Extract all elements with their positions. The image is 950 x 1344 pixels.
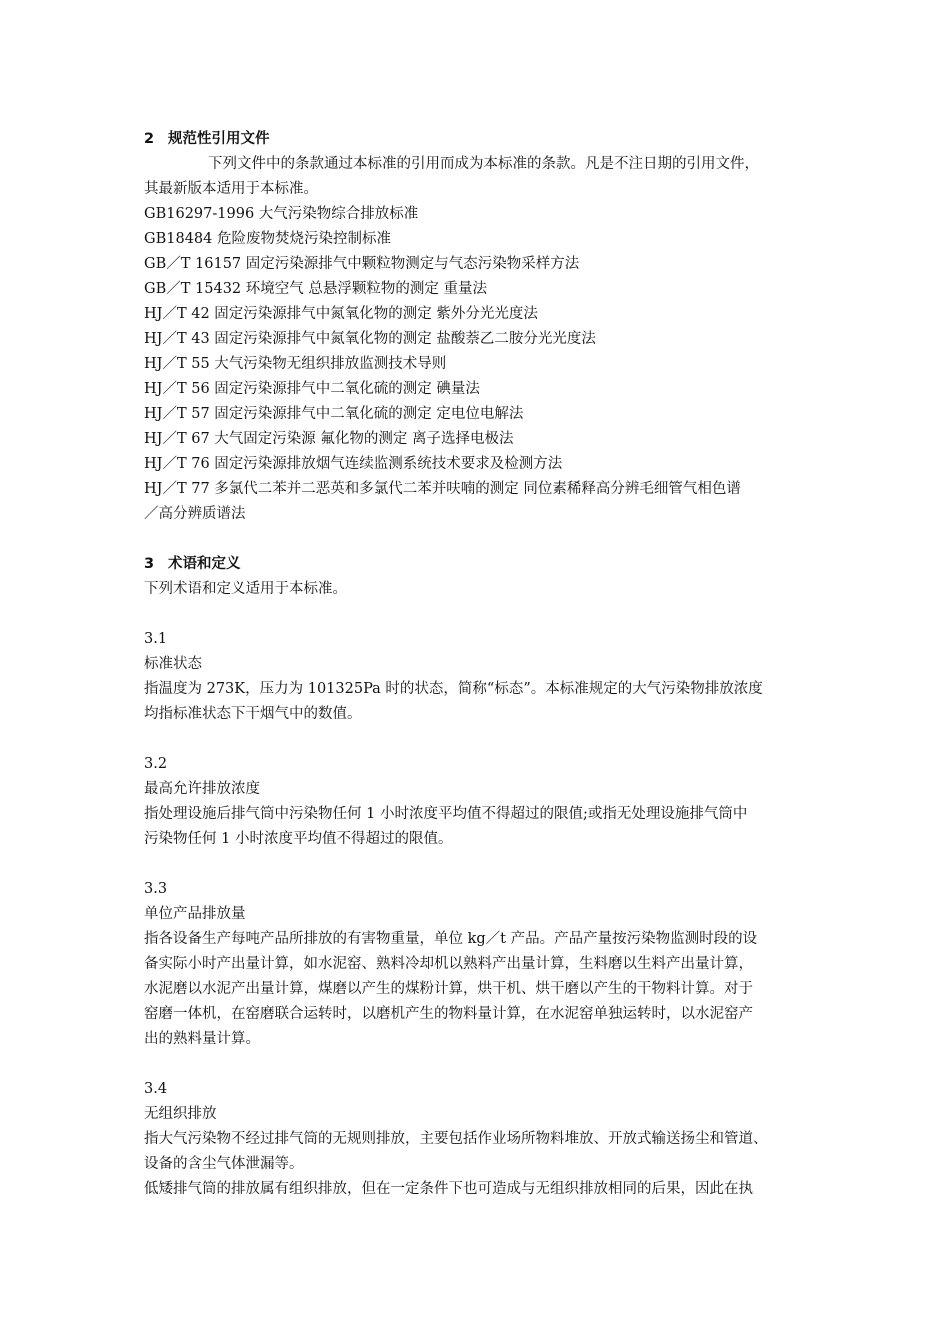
term-number: 3.1	[144, 631, 168, 647]
term-definition-line: 指处理设施后排气筒中污染物任何 1 小时浓度平均值不得超过的限值;或指无处理设施排气筒中	[144, 806, 748, 822]
term-number: 3.4	[144, 1081, 168, 1097]
reference-item: GB18484 危险废物焚烧污染控制标准	[144, 231, 391, 247]
reference-item: HJ／T 76 固定污染源排放烟气连续监测系统技术要求及检测方法	[144, 456, 563, 472]
reference-item: HJ／T 55 大气污染物无组织排放监测技术导则	[144, 356, 447, 372]
term-title: 无组织排放	[144, 1106, 217, 1122]
section-2-intro-line-1: 下列文件中的条款通过本标准的引用而成为本标准的条款。凡是不注日期的引用文件，	[208, 156, 759, 172]
term-number: 3.3	[144, 881, 168, 897]
spacer	[144, 1052, 812, 1077]
document-content	[144, 127, 812, 1202]
reference-item-continuation: ／高分辨质谱法	[144, 506, 246, 522]
section-3-intro: 下列术语和定义适用于本标准。	[144, 581, 347, 597]
section-3-title: 术语和定义	[168, 556, 241, 572]
term-definition-line: 低矮排气筒的排放属有组织排放，但在一定条件下也可造成与无组织排放相同的后果，因此在执	[144, 1181, 753, 1197]
term-number: 3.2	[144, 756, 168, 772]
term-definition-line: 均指标准状态下干烟气中的数值。	[144, 706, 362, 722]
reference-item: HJ／T 67 大气固定污染源 氟化物的测定 离子选择电极法	[144, 431, 514, 447]
section-2-intro-line-2: 其最新版本适用于本标准。	[144, 181, 318, 197]
term-definition-line: 窑磨一体机，在窑磨联合运转时，以磨机产生的物料量计算，在水泥窑单独运转时，以水泥窑产	[144, 1006, 753, 1022]
term-definition-line: 水泥磨以水泥产出量计算，煤磨以产生的煤粉计算，烘干机、烘干磨以产生的干物料计算。对于	[144, 981, 753, 997]
reference-item: HJ／T 42 固定污染源排气中氮氧化物的测定 紫外分光光度法	[144, 306, 538, 322]
spacer	[144, 602, 812, 627]
reference-item: GB16297-1996 大气污染物综合排放标准	[144, 206, 419, 222]
term-definition-line: 备实际小时产出量计算，如水泥窑、熟料冷却机以熟料产出量计算，生料磨以生料产出量计算，	[144, 956, 753, 972]
reference-item: HJ／T 56 固定污染源排气中二氧化硫的测定 碘量法	[144, 381, 480, 397]
section-2-number: 2	[144, 131, 155, 147]
reference-item: HJ／T 57 固定污染源排气中二氧化硫的测定 定电位电解法	[144, 406, 524, 422]
term-title: 单位产品排放量	[144, 906, 246, 922]
section-2-heading	[144, 127, 812, 152]
term-definition-line: 指各设备生产每吨产品所排放的有害物重量，单位 kg／t 产品。产品产量按污染物监测时段的设	[144, 931, 758, 947]
section-3-number: 3	[144, 556, 155, 572]
term-definition-line: 污染物任何 1 小时浓度平均值不得超过的限值。	[144, 831, 453, 847]
term-title: 最高允许排放浓度	[144, 781, 260, 797]
term-definition-line: 设备的含尘气体泄漏等。	[144, 1156, 304, 1172]
term-definition-line: 出的熟料量计算。	[144, 1031, 260, 1047]
spacer	[144, 727, 812, 752]
spacer	[144, 852, 812, 877]
term-definition-line: 指大气污染物不经过排气筒的无规则排放，主要包括作业场所物料堆放、开放式输送扬尘和管道、	[144, 1131, 768, 1147]
section-3-heading	[144, 552, 812, 577]
spacer	[144, 527, 812, 552]
reference-item: HJ／T 43 固定污染源排气中氮氧化物的测定 盐酸萘乙二胺分光光度法	[144, 331, 596, 347]
reference-item: HJ／T 77 多氯代二苯并二恶英和多氯代二苯并呋喃的测定 同位素稀释高分辨毛细管气相色谱	[144, 481, 741, 497]
reference-item: GB／T 16157 固定污染源排气中颗粒物测定与气态污染物采样方法	[144, 256, 580, 272]
section-2-title: 规范性引用文件	[168, 131, 270, 147]
term-title: 标准状态	[144, 656, 202, 672]
term-definition-line: 指温度为 273K，压力为 101325Pa 时的状态，简称“标态”。本标准规定的大气污染物排放浓度	[144, 681, 763, 697]
reference-item: GB／T 15432 环境空气 总悬浮颗粒物的测定 重量法	[144, 281, 487, 297]
